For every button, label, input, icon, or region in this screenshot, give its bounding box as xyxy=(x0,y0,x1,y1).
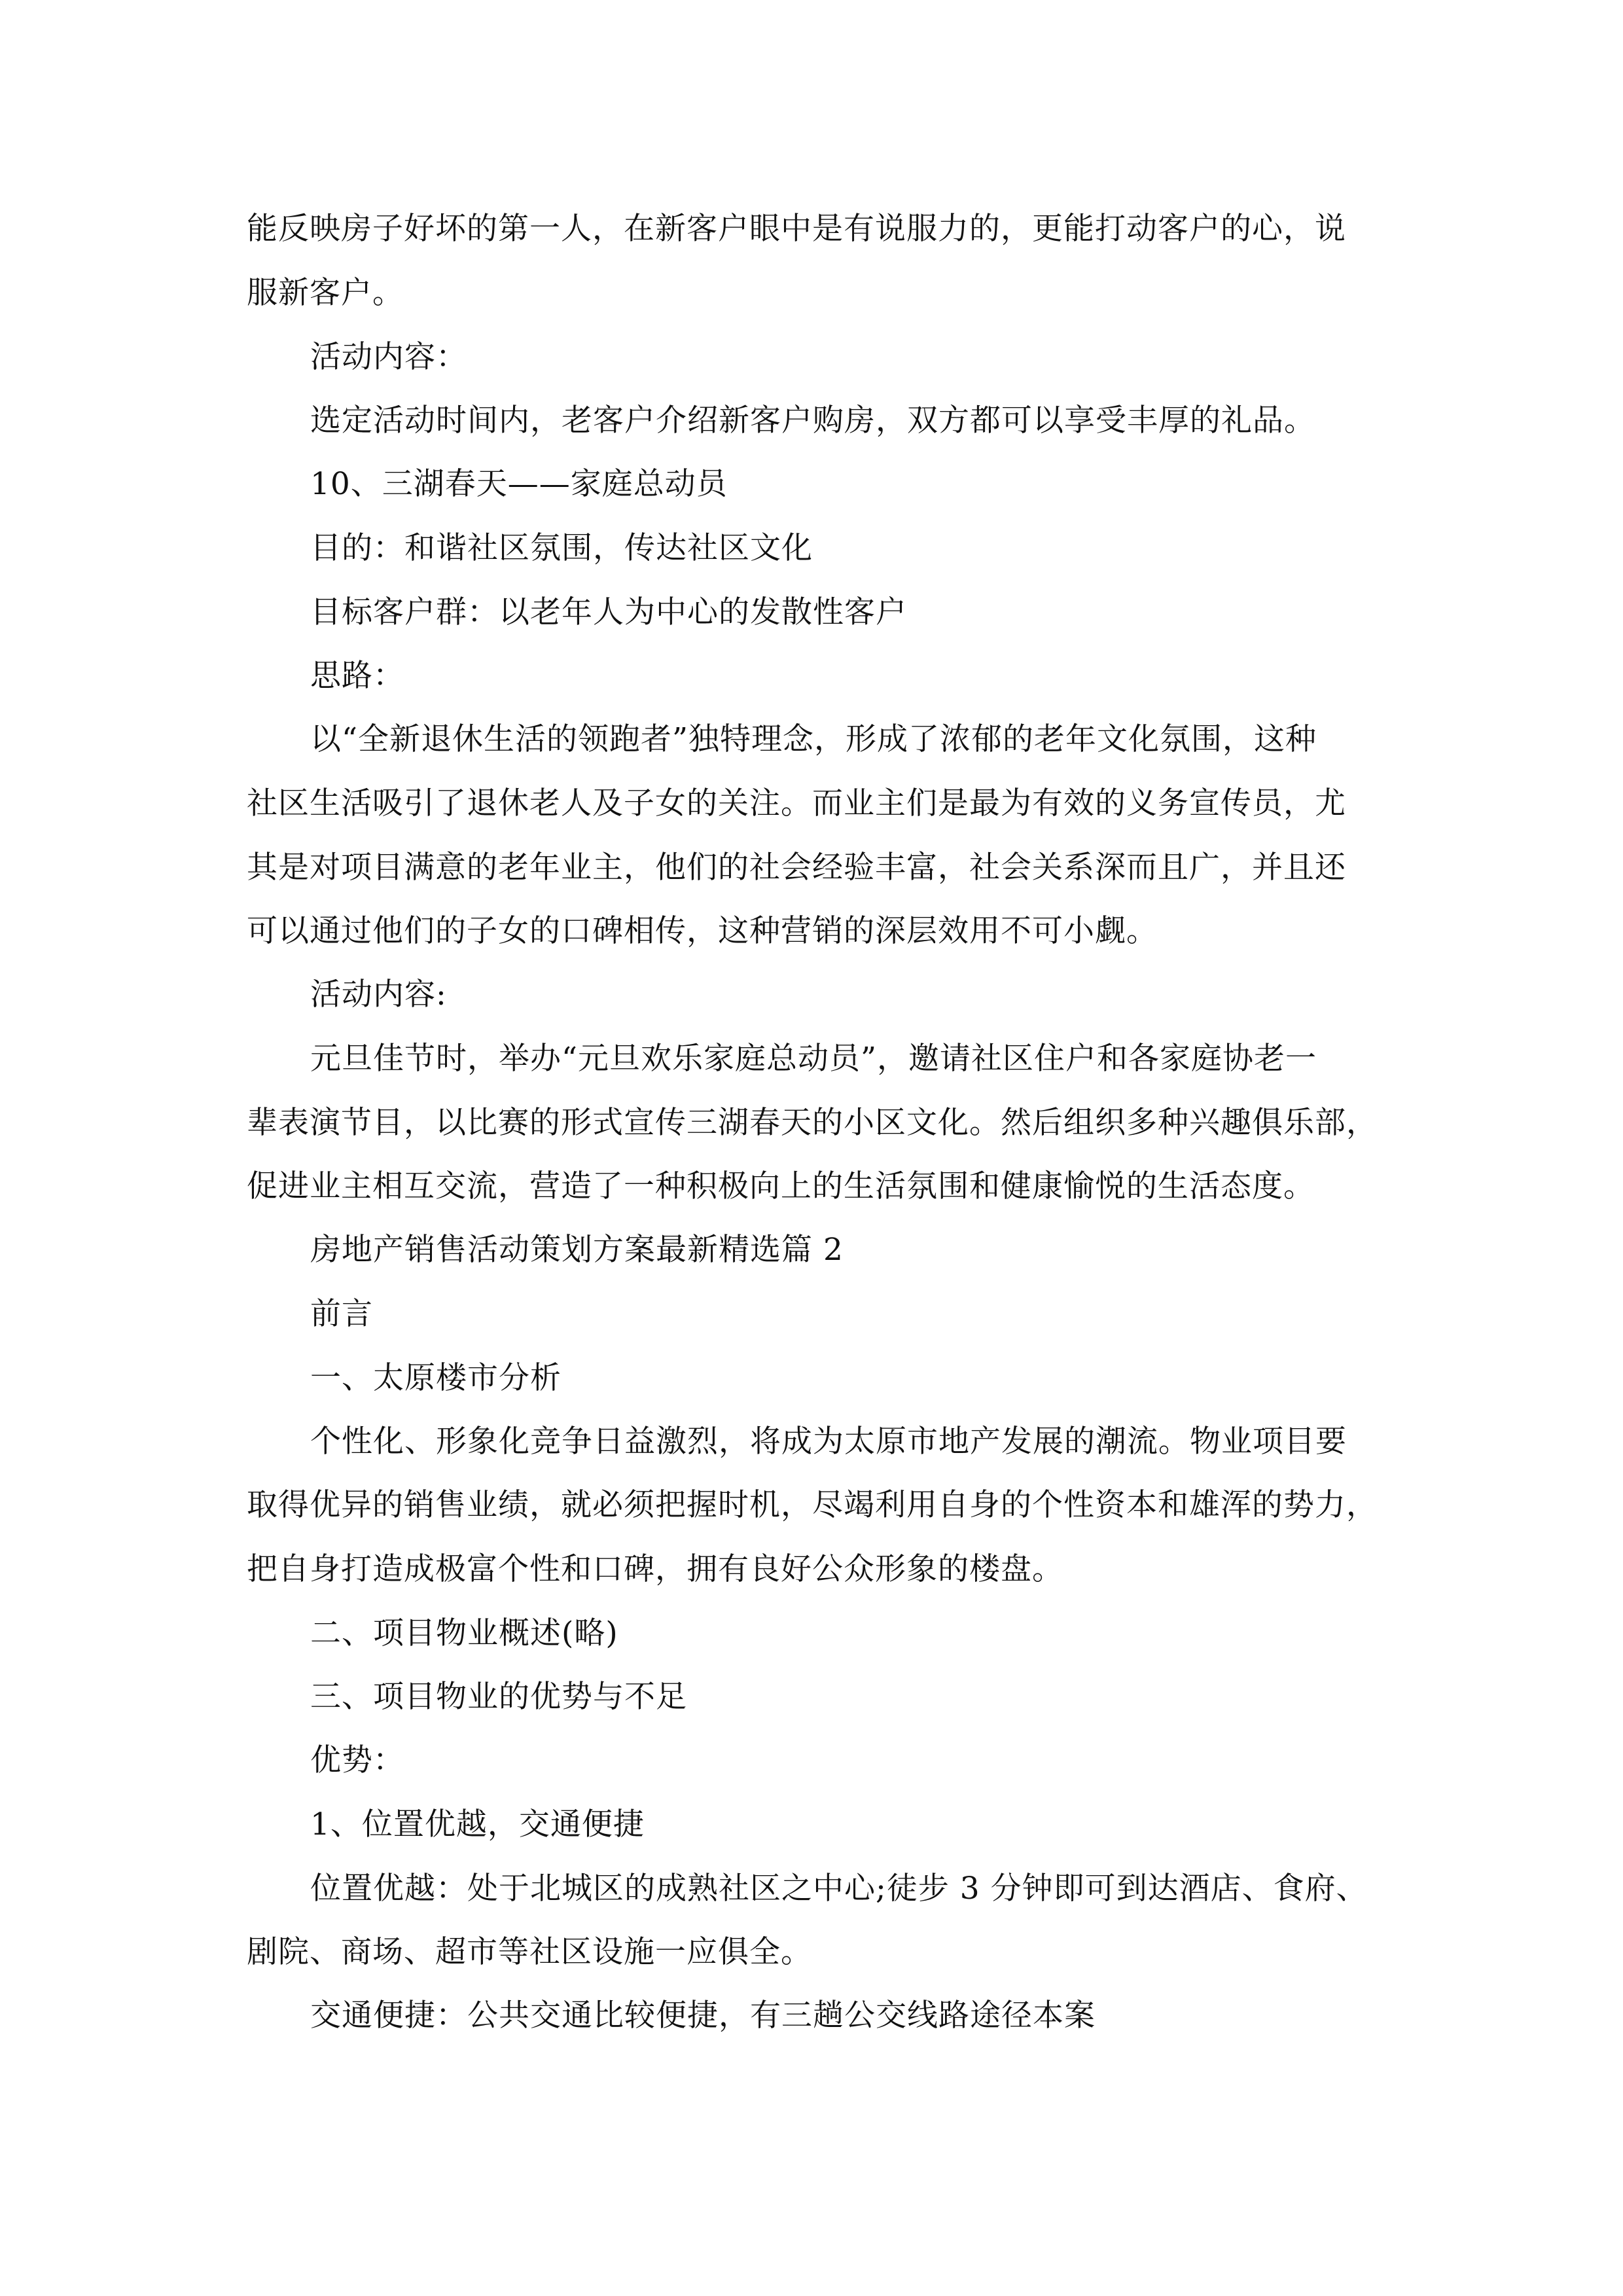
text-line: 辈表演节目，以比赛的形式宣传三湖春天的小区文化。然后组织多种兴趣俱乐部， xyxy=(247,1105,1378,1141)
section-heading: 前言 xyxy=(310,1296,373,1332)
text-line: 优势： xyxy=(310,1742,404,1778)
text-line: 剧院、商场、超市等社区设施一应俱全。 xyxy=(247,1934,812,1970)
text-line: 元旦佳节时，举办“元旦欢乐家庭总动员”，邀请社区住户和各家庭协老一 xyxy=(310,1041,1317,1077)
text-line: 选定活动时间内，老客户介绍新客户购房，双方都可以享受丰厚的礼品。 xyxy=(310,403,1315,439)
text-line: 目的：和谐社区氛围，传达社区文化 xyxy=(310,530,813,566)
section-heading: 10、三湖春天——家庭总动员 xyxy=(310,466,728,502)
text-line: 个性化、形象化竞争日益激烈，将成为太原市地产发展的潮流。物业项目要 xyxy=(310,1424,1347,1460)
text-line: 取得优异的销售业绩，就必须把握时机，尽竭利用自身的个性资本和雄浑的势力， xyxy=(247,1487,1378,1523)
text-line: 社区生活吸引了退休老人及子女的关注。而业主们是最为有效的义务宣传员，尤 xyxy=(247,785,1346,821)
text-line: 把自身打造成极富个性和口碑，拥有良好公众形象的楼盘。 xyxy=(247,1551,1063,1587)
text-line: 其是对项目满意的老年业主，他们的社会经验丰富，社会关系深而且广，并且还 xyxy=(247,850,1346,886)
text-line: 促进业主相互交流，营造了一种积极向上的生活氛围和健康愉悦的生活态度。 xyxy=(247,1168,1315,1204)
text-line: 位置优越：处于北城区的成熟社区之中心;徒步 3 分钟即可到达酒店、食府、 xyxy=(310,1871,1368,1907)
text-line: 活动内容: xyxy=(310,977,447,1013)
text-line: 可以通过他们的子女的口碑相传，这种营销的深层效用不可小觑。 xyxy=(247,913,1158,949)
text-line: 以“全新退休生活的领跑者”独特理念，形成了浓郁的老年文化氛围，这种 xyxy=(310,721,1317,757)
text-line: 思路： xyxy=(310,658,404,694)
text-line: 目标客户群：以老年人为中心的发散性客户 xyxy=(310,594,907,630)
text-line: 能反映房子好坏的第一人，在新客户眼中是有说服力的，更能打动客户的心，说 xyxy=(247,211,1346,247)
text-line: 交通便捷：公共交通比较便捷，有三趟公交线路途径本案 xyxy=(310,1998,1096,2034)
section-heading: 三、项目物业的优势与不足 xyxy=(310,1679,687,1715)
section-heading: 二、项目物业概述(略) xyxy=(310,1615,618,1651)
section-heading: 一、太原楼市分析 xyxy=(310,1360,562,1396)
text-line: 1、位置优越，交通便捷 xyxy=(310,1806,645,1842)
text-line: 活动内容： xyxy=(310,339,467,375)
text-line: 服新客户。 xyxy=(247,275,404,311)
section-heading: 房地产销售活动策划方案最新精选篇 2 xyxy=(310,1232,844,1268)
